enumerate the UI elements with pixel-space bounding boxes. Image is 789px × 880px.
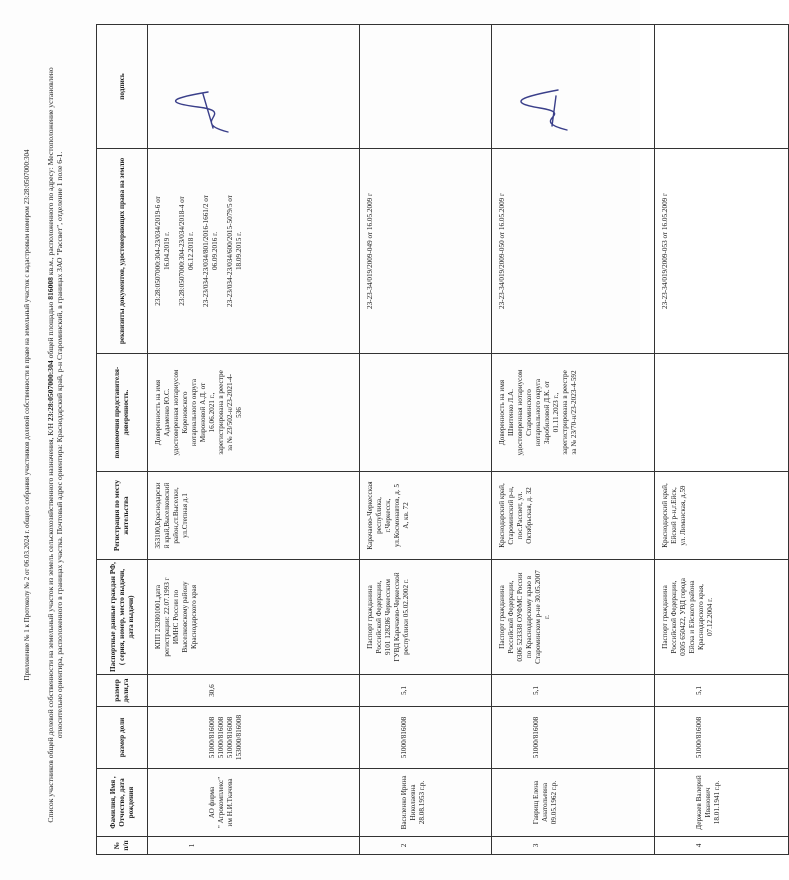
representative-power-line: Адаменко Ю.С.	[163, 388, 171, 437]
heading-cadastral-number: 23:28:0507000:304	[46, 360, 55, 422]
share-fraction-line: 51000/816008	[226, 716, 234, 759]
land-rights-documents-line: 06.09.2016 г.	[211, 231, 219, 271]
representative-power-line: удостоверенная нотариусом	[172, 369, 180, 456]
table-row	[360, 25, 492, 855]
owner-name-line: " Агрокомплекс"	[217, 776, 225, 829]
land-rights-documents-line: 16.04.2019 г.	[163, 231, 171, 271]
header-share-ha: размер доли,га	[97, 675, 148, 707]
handwritten-signature	[168, 82, 248, 142]
passport-data-line: Паспорт гражданина	[366, 585, 374, 649]
passport-data-line: Выселковскому району	[181, 581, 189, 653]
document-heading	[46, 45, 65, 845]
passport-data-line: ГУВД Карачаево-Черкесской	[393, 572, 401, 662]
representative-power-line: нотариального округа	[190, 378, 198, 447]
passport-data-line: Ейска и Ейского района	[688, 580, 696, 654]
passport-data	[148, 560, 360, 675]
owner-name-line: им Н.И.Ткачева	[226, 778, 234, 827]
representative-power-line: удостоверенная нотариусом	[516, 369, 524, 456]
land-rights-documents-line: 06.12.2018 г.	[187, 231, 195, 271]
table-body	[148, 25, 789, 855]
appendix-note: Приложение № 1 к Протоколу № 2 от 06.03.2024 г. общего собрания участников долевой собственности в праве на земельный участок с кадастровым номером 23:28:0507000:304	[23, 149, 31, 681]
representative-power-line: нотариального округа	[534, 378, 542, 447]
passport-data-line: Паспорт гражданина	[498, 585, 506, 649]
passport-data-line: республики 05.02.2002 г.	[402, 579, 410, 655]
land-rights-documents	[655, 149, 789, 354]
representative-power-line: Заробиловой Д.К. от	[543, 381, 551, 444]
share-hectares: 30,6	[148, 675, 360, 707]
representative-power	[360, 354, 492, 472]
registration-address-line: Краснодарский край,	[661, 483, 669, 548]
representative-power-line: зарегистрирована в реестре	[217, 370, 225, 455]
land-rights-documents	[148, 149, 360, 354]
passport-data	[655, 560, 789, 675]
land-rights-documents-line: 23:28:0507000:304-23/034/2019-6 от	[154, 196, 162, 306]
passport-data-line: ИМНС России по	[172, 589, 180, 645]
share-fraction	[360, 707, 492, 769]
passport-data	[360, 560, 492, 675]
share-hectares: 5,1	[655, 675, 789, 707]
representative-power-line: Доверенность на имя	[498, 379, 506, 446]
passport-data-line: 0305 650422, УВД города	[679, 578, 687, 656]
header-address: Регистрация по месту жительства	[97, 472, 148, 560]
registration-address-line: Карачаево-Черкесская	[366, 481, 374, 550]
registration-address-line: Краснодарский край,	[498, 483, 506, 548]
registration-address-line: пос.Рассвет, ул.	[516, 491, 524, 540]
registration-address	[655, 472, 789, 560]
table-row	[655, 25, 789, 855]
owner-name-line: Анатольевна	[541, 782, 549, 823]
representative-power-line: Доверенность на имя	[154, 379, 162, 446]
passport-data-line: Российской Федерации,	[375, 580, 383, 654]
representative-power	[148, 354, 360, 472]
owner-name-line: АО фирма	[208, 786, 216, 819]
passport-data-line: регистрации: 22.07.1993 г	[163, 577, 171, 657]
header-docs: реквизиты документов, удостоверяющих права на землю	[97, 149, 148, 354]
share-fraction	[492, 707, 655, 769]
registration-address-line: район,ст.Выселки,	[172, 487, 180, 544]
passport-data-line: Краснодарского края	[190, 584, 198, 650]
header-signature: подпись	[97, 25, 148, 149]
land-rights-documents-line: 23-23-34/019/2009-053 от 16.05.2009 г	[661, 193, 669, 309]
land-rights-documents-line: 23-23/034-23/034/801/2016-1661/2 от	[202, 195, 210, 307]
passport-data-line: Паспорт гражданина	[661, 585, 669, 649]
registration-address-line: ул.Космонавтов, д. 5	[393, 484, 401, 547]
representative-power-line: 01.11.2023 г.,	[552, 392, 560, 433]
heading-area: 816008	[46, 277, 55, 300]
passport-data-line: г.	[543, 615, 551, 619]
heading-text-3: кв.м., расположенного по адресу: Местоположение установлено относительно ориентира, расположенного в границах участка. Почтовый адрес ориентира: Краснодарский край, р-н Староминский, в границах ЗАО "Рассвет", отделение 1 поле 6-1.	[46, 67, 65, 739]
share-fraction-line: 51000/816008	[695, 716, 703, 759]
passport-data-line: КПП 232801001,дата	[154, 584, 162, 650]
passport-data-line: 0306 523338 ОУФМС России	[516, 572, 524, 662]
table-row	[492, 25, 655, 855]
table-row	[148, 25, 360, 855]
heading-text-2: общей площадью	[46, 299, 55, 361]
share-fraction	[655, 707, 789, 769]
representative-power-line: за № 23/502-н/23-2021-4-	[226, 373, 234, 452]
registration-address-line: й край,Выселковский	[163, 482, 171, 549]
registration-address-line: Староминский р-н,	[507, 486, 515, 545]
passport-data-line: Российской Федерации,	[507, 580, 515, 654]
header-passport: Паспортные данные граждан РФ, ( серия, номер, место выдачи, дата выдачи)	[97, 560, 148, 675]
handwritten-signature	[512, 82, 592, 142]
owner-name	[148, 769, 360, 837]
registration-address-line: Ейский р-н,г.Ейск,	[670, 487, 678, 544]
passport-data-line: 07.12.2004 г.	[706, 597, 714, 637]
passport-data-line: по Краснодарскому краю в	[525, 575, 533, 659]
owner-name-line: 09.05.1962 г.р.	[550, 780, 558, 825]
share-fraction-line: 51000/816008	[217, 716, 225, 759]
registration-address	[360, 472, 492, 560]
owner-name-line: Николаевна	[409, 784, 417, 821]
row-num: 2	[360, 837, 492, 855]
representative-power-line: Мироновой А.Д. от	[199, 382, 207, 443]
registration-address-line: А, кв. 72	[402, 502, 410, 529]
registration-address	[492, 472, 655, 560]
owner-name-line: Гаврищ Елена	[532, 780, 540, 825]
owner-name	[655, 769, 789, 837]
signature-cell	[360, 25, 492, 149]
passport-data	[492, 560, 655, 675]
registration-address-line: ул.Степная д.1	[181, 493, 189, 538]
table-header-row	[97, 25, 148, 855]
owner-name-line: Василенко Ирина	[400, 775, 408, 830]
signature-cell	[492, 25, 655, 149]
owner-name-line: Держаев Валерий	[695, 775, 703, 830]
land-rights-documents-line: 23-23-34/019/2009-050 от 16.05.2009 г	[498, 193, 506, 309]
share-fraction	[148, 707, 360, 769]
land-rights-documents-line: 23:28:0507000:304-23/034/2018-4 от	[178, 196, 186, 306]
passport-data-line: Краснодарского края,	[697, 584, 705, 650]
representative-power-line: зарегистрирована в реестре	[561, 370, 569, 455]
passport-data-line: Староминском р-не 30.05.2007	[534, 570, 542, 664]
land-rights-documents-line: 23-23/034-23/034/600/2015-5079/5 от	[226, 195, 234, 307]
representative-power-line: Кореновского	[181, 391, 189, 434]
header-rep: полномочия представителя-доверенность.	[97, 354, 148, 472]
land-rights-documents	[492, 149, 655, 354]
row-num: 1	[148, 837, 360, 855]
row-num: 4	[655, 837, 789, 855]
share-hectares: 5,1	[492, 675, 655, 707]
land-rights-documents	[360, 149, 492, 354]
land-rights-documents-line: 18.09.2015 г.	[235, 231, 243, 271]
share-fraction-line: 51000/816008	[532, 716, 540, 759]
passport-data-line: Российской Федерации,	[670, 580, 678, 654]
rotated-sheet	[20, 25, 721, 855]
owner-name-line: Иванович	[704, 787, 712, 818]
header-share: размер доли	[97, 707, 148, 769]
representative-power	[492, 354, 655, 472]
heading-text-1: Список участников общей долевой собственности на земельный участок из земель сельскохозяйственного назначения, К/Н	[46, 421, 55, 823]
share-hectares: 5,1	[360, 675, 492, 707]
owner-name-line: 28.08.1953 г.р.	[418, 780, 426, 825]
signature-cell	[148, 25, 360, 149]
share-fraction-line: 153000/816008	[235, 714, 243, 761]
owners-table	[96, 24, 789, 855]
registration-address-line: г.Черкесск,	[384, 498, 392, 533]
signature-cell	[655, 25, 789, 149]
owner-name	[492, 769, 655, 837]
registration-address-line: ул. Лиманская, д.59	[679, 485, 687, 546]
header-fio: Фамилия, Имя , Отчество, дата рождения	[97, 769, 148, 837]
share-fraction-line: 51000/816008	[208, 716, 216, 759]
header-num: № п/п	[97, 837, 148, 855]
registration-address-line: Октябрьская, д. 32	[525, 487, 533, 544]
representative-power-line: Швитенко Л.А.	[507, 389, 515, 436]
share-fraction-line: 51000/816008	[400, 716, 408, 759]
registration-address-line: республика,	[375, 497, 383, 534]
row-num: 3	[492, 837, 655, 855]
passport-data-line: 9101 128286 Черкесским	[384, 579, 392, 655]
registration-address-line: 353100,Краснодарски	[154, 482, 162, 549]
representative-power-line: за № 23/70-н/23-2023-4-592	[570, 370, 578, 455]
representative-power-line: 16.06.2021 г.,	[208, 392, 216, 433]
representative-power-line: 536	[235, 407, 243, 418]
owner-name	[360, 769, 492, 837]
land-rights-documents-line: 23-23-34/019/2009-049 от 16.05.2009 г	[366, 193, 374, 309]
representative-power-line: Староминского	[525, 389, 533, 436]
owner-name-line: 18.01.1941 г.р.	[713, 780, 721, 825]
registration-address	[148, 472, 360, 560]
representative-power	[655, 354, 789, 472]
